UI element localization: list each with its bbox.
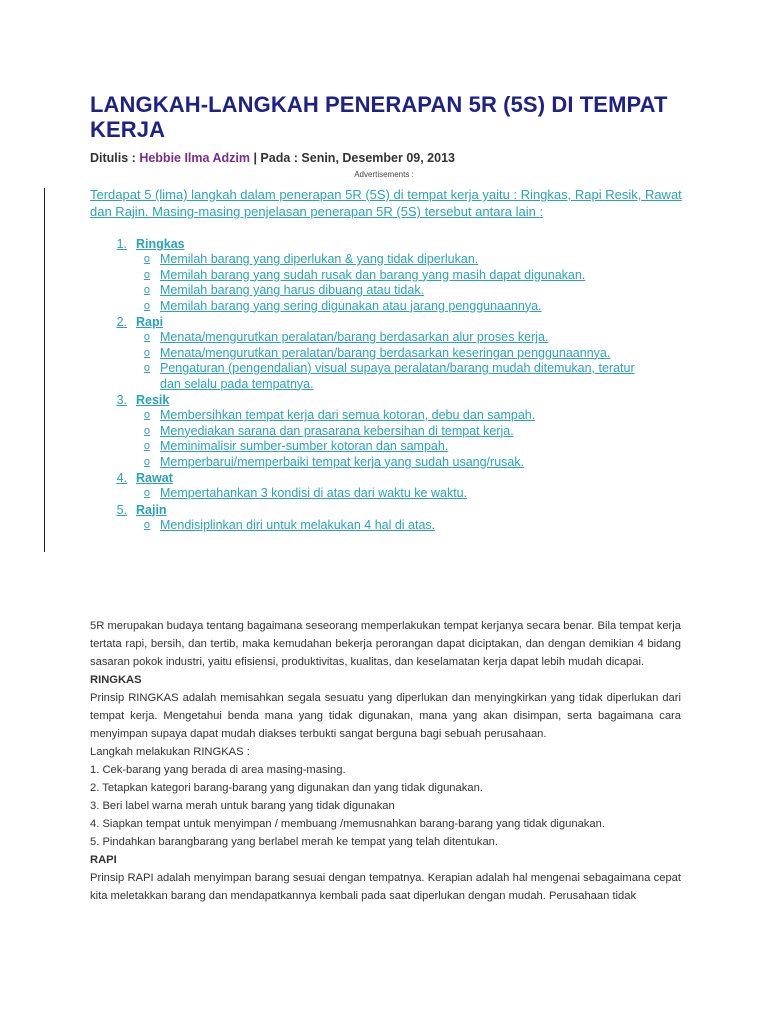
circle-bullet-icon: o (143, 346, 150, 359)
circle-bullet-icon: o (143, 440, 150, 452)
step-number: 3. (116, 393, 127, 407)
sub-item[interactable] (90, 283, 690, 299)
circle-bullet-icon: o (143, 409, 150, 421)
ringkas-step: 1. Cek-barang yang berada di area masing-masing. (90, 764, 346, 776)
step-item-rajin (90, 502, 690, 534)
step-heading[interactable] (90, 392, 690, 408)
sub-item-list (90, 330, 690, 392)
sub-item[interactable] (90, 361, 690, 392)
sub-item-list (90, 252, 690, 314)
step-number: 2. (116, 315, 127, 329)
sub-item[interactable] (90, 408, 690, 424)
sub-item-list (90, 486, 690, 502)
circle-bullet-icon: o (143, 268, 150, 281)
sub-item-link[interactable]: Memperbarui/memperbaiki tempat kerja yang sudah usang/rusak. (160, 454, 525, 469)
circle-bullet-icon: o (143, 455, 150, 468)
article-title: LANGKAH-LANGKAH PENERAPAN 5R (5S) DI TEMPAT KERJA (90, 92, 668, 142)
sub-item[interactable] (90, 518, 690, 534)
circle-bullet-icon: o (143, 253, 150, 265)
author-name[interactable]: Hebbie Ilma Adzim (139, 151, 250, 165)
step-heading[interactable] (90, 236, 690, 252)
step-item-resik (90, 392, 690, 470)
sub-item-link[interactable]: Menyediakan sarana dan prasarana kebersihan di tempat kerja. (160, 423, 514, 438)
ringkas-principle: Prinsip RINGKAS adalah memisahkan segala sesuatu yang diperlukan dan menyingkirkan yang tidak diperlukan dari tempat kerja. Mengetahui benda mana yang tidak digunakan, mana yang akan disimpan, serta bagaimana cara menyimpan supaya dapat mudah diakses terbukti sangat berguna bagi sebuah perusahaan. (90, 692, 681, 740)
intro-link[interactable]: Terdapat 5 (lima) langkah dalam penerapan 5R (5S) di tempat kerja yaitu : Ringkas, Rapi Resik, Rawat dan Rajin. Masing-masing penjelasan penerapan 5R (5S) tersebut antara lain : (90, 187, 682, 219)
sub-item-link[interactable]: Memilah barang yang sering digunakan atau jarang penggunaannya. (160, 298, 542, 313)
sub-item-link[interactable]: Mempertahankan 3 kondisi di atas dari waktu ke waktu. (160, 486, 468, 500)
step-item-rapi (90, 314, 690, 392)
sub-item[interactable] (90, 455, 690, 471)
sub-item[interactable] (90, 299, 690, 315)
step-name-link[interactable]: Rajin (136, 502, 167, 517)
sub-item-link[interactable]: Menata/mengurutkan peralatan/barang berdasarkan alur proses kerja. (160, 330, 549, 344)
sub-item-link[interactable]: Pengaturan (pengendalian) visual supaya peralatan/barang mudah ditemukan, teratur dan selalu pada tempatnya. (160, 361, 635, 391)
sub-item[interactable] (90, 252, 690, 268)
circle-bullet-icon: o (143, 331, 150, 343)
sub-item-link[interactable]: Membersihkan tempat kerja dari semua kotoran, debu dan sampah. (160, 408, 536, 422)
byline-prefix: Ditulis : (90, 151, 140, 165)
step-number: 1. (116, 237, 127, 251)
sub-item[interactable] (90, 330, 690, 346)
ringkas-step: 3. Beri label warna merah untuk barang yang tidak digunakan (90, 800, 395, 812)
circle-bullet-icon: o (143, 424, 150, 437)
sub-item-list (90, 518, 690, 534)
ringkas-step: 4. Siapkan tempat untuk menyimpan / membuang /memusnahkan barang-barang yang tidak digunakan. (90, 818, 605, 830)
step-heading[interactable] (90, 470, 690, 486)
body-text (90, 617, 681, 905)
circle-bullet-icon: o (143, 362, 150, 374)
circle-bullet-icon: o (143, 487, 150, 499)
sub-item-link[interactable]: Menata/mengurutkan peralatan/barang berdasarkan keseringan penggunaannya. (160, 345, 611, 360)
rapi-principle: Prinsip RAPI adalah menyimpan barang sesuai dengan tempatnya. Kerapian adalah hal mengenai sebagaimana cepat kita meletakkan barang dan mendapatkannya kembali pada saat diperlukan dengan mudah. Perusahaan tidak (90, 872, 681, 902)
step-item-ringkas (90, 236, 690, 314)
step-heading[interactable] (90, 502, 690, 518)
steps-list (90, 236, 690, 533)
byline-date: | Pada : Senin, Desember 09, 2013 (249, 151, 455, 165)
step-name-link[interactable]: Resik (136, 393, 170, 407)
sub-item-link[interactable]: Memilah barang yang sudah rusak dan barang yang masih dapat digunakan. (160, 267, 586, 282)
ringkas-heading: RINGKAS (90, 674, 142, 686)
circle-bullet-icon: o (143, 299, 150, 312)
ads-label: Advertisements : (354, 170, 414, 179)
byline (90, 151, 455, 165)
step-number: 5. (116, 502, 127, 517)
intro-paragraph: 5R merupakan budaya tentang bagaimana seseorang memperlakukan tempat kerjanya secara benar. Bila tempat kerja tertata rapi, bersih, dan tertib, maka kemudahan bekerja perorangan dapat diciptakan, dan dengan demikian 4 bidang sasaran pokok industri, yaitu efisiensi, produktivitas, kualitas, dan keselamatan kerja dapat lebih mudah dicapai. (90, 620, 681, 668)
sub-item-link[interactable]: Mendisiplinkan diri untuk melakukan 4 hal di atas. (160, 517, 436, 532)
sub-item-link[interactable]: Meminimalisir sumber-sumber kotoran dan sampah. (160, 439, 449, 453)
rapi-heading: RAPI (90, 854, 117, 866)
ringkas-step: 2. Tetapkan kategori barang-barang yang digunakan dan yang tidak digunakan. (90, 782, 483, 794)
circle-bullet-icon: o (143, 518, 150, 531)
sub-item[interactable] (90, 486, 690, 502)
sub-item[interactable] (90, 439, 690, 455)
step-heading[interactable] (90, 314, 690, 330)
sub-item[interactable] (90, 346, 690, 362)
sub-item[interactable] (90, 268, 690, 284)
sub-item[interactable] (90, 424, 690, 440)
step-name-link[interactable]: Rawat (136, 471, 173, 485)
ringkas-steps-intro: Langkah melakukan RINGKAS : (90, 746, 250, 758)
sub-item-link[interactable]: Memilah barang yang diperlukan & yang tidak diperlukan. (160, 252, 479, 266)
sub-item-list (90, 408, 690, 470)
step-name-link[interactable]: Rapi (136, 315, 164, 329)
step-number: 4. (116, 471, 127, 485)
ringkas-step: 5. Pindahkan barangbarang yang berlabel merah ke tempat yang telah ditentukan. (90, 836, 499, 848)
left-margin-rule (44, 188, 45, 552)
step-item-rawat (90, 470, 690, 502)
step-name-link[interactable]: Ringkas (136, 237, 185, 251)
circle-bullet-icon: o (143, 284, 150, 296)
sub-item-link[interactable]: Memilah barang yang harus dibuang atau tidak. (160, 283, 425, 297)
